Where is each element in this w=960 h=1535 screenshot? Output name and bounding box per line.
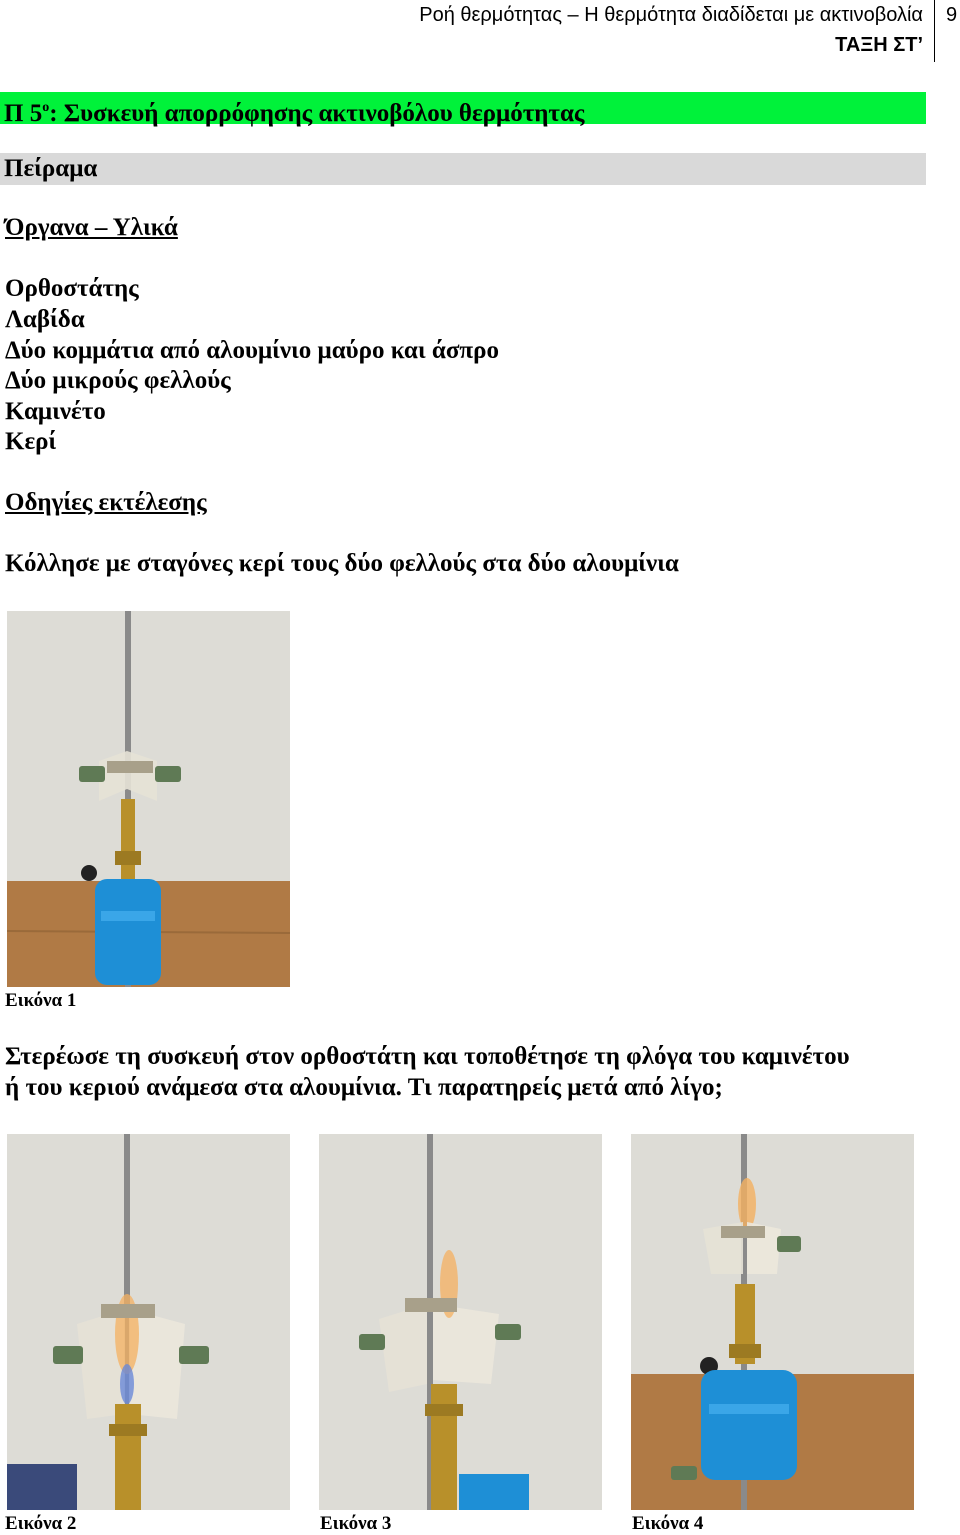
apparatus-illustration [7, 611, 290, 987]
apparatus-illustration [7, 1134, 290, 1510]
instruction-step-2-line-2: ή του κεριού ανάμεσα στα αλουμίνια. Τι παρατηρείς μετά από λίγο; [5, 1074, 723, 1101]
figure-4-photo [631, 1134, 914, 1510]
figure-1-caption: Εικόνα 1 [5, 990, 77, 1011]
instruction-step-2-line-1: Στερέωσε τη συσκευή στον ορθοστάτη και τοποθέτησε τη φλόγα του καμινέτου [5, 1043, 850, 1070]
figure-1-photo [7, 611, 290, 987]
page-number: 9 [946, 4, 958, 26]
section-title-band [0, 92, 926, 127]
material-item: Δύο κομμάτια από αλουμίνιο μαύρο και άσπρο [5, 337, 500, 364]
figure-3-caption: Εικόνα 3 [320, 1513, 392, 1534]
apparatus-illustration [631, 1134, 914, 1510]
material-item: Δύο μικρούς φελλούς [5, 367, 231, 394]
experiment-heading: Πείραμα [0, 153, 926, 185]
section-prefix: Π 5 [4, 100, 43, 127]
material-item: Κερί [5, 428, 57, 455]
figure-4-caption: Εικόνα 4 [632, 1513, 704, 1534]
section-title: : Συσκευή απορρόφησης ακτινοβόλου θερμότητας [49, 100, 585, 127]
section-superscript: ο [42, 100, 50, 115]
running-title: Ροή θερμότητας – Η θερμότητα διαδίδεται με ακτινοβολία [419, 4, 923, 26]
figure-3-photo [319, 1134, 602, 1510]
instruction-step-1: Κόλλησε με σταγόνες κερί τους δύο φελλούς στα δύο αλουμίνια [5, 550, 679, 577]
figure-2-photo [7, 1134, 290, 1510]
material-item: Λαβίδα [5, 306, 85, 333]
material-item: Καμινέτο [5, 398, 106, 425]
class-label: ΤΑΞΗ ΣΤ’ [835, 34, 923, 56]
apparatus-illustration [319, 1134, 602, 1510]
material-item: Ορθοστάτης [5, 275, 139, 302]
materials-heading: Όργανα – Υλικά [5, 214, 178, 241]
figure-2-caption: Εικόνα 2 [5, 1513, 77, 1534]
instructions-heading: Οδηγίες εκτέλεσης [5, 489, 207, 516]
header-divider [934, 0, 935, 62]
